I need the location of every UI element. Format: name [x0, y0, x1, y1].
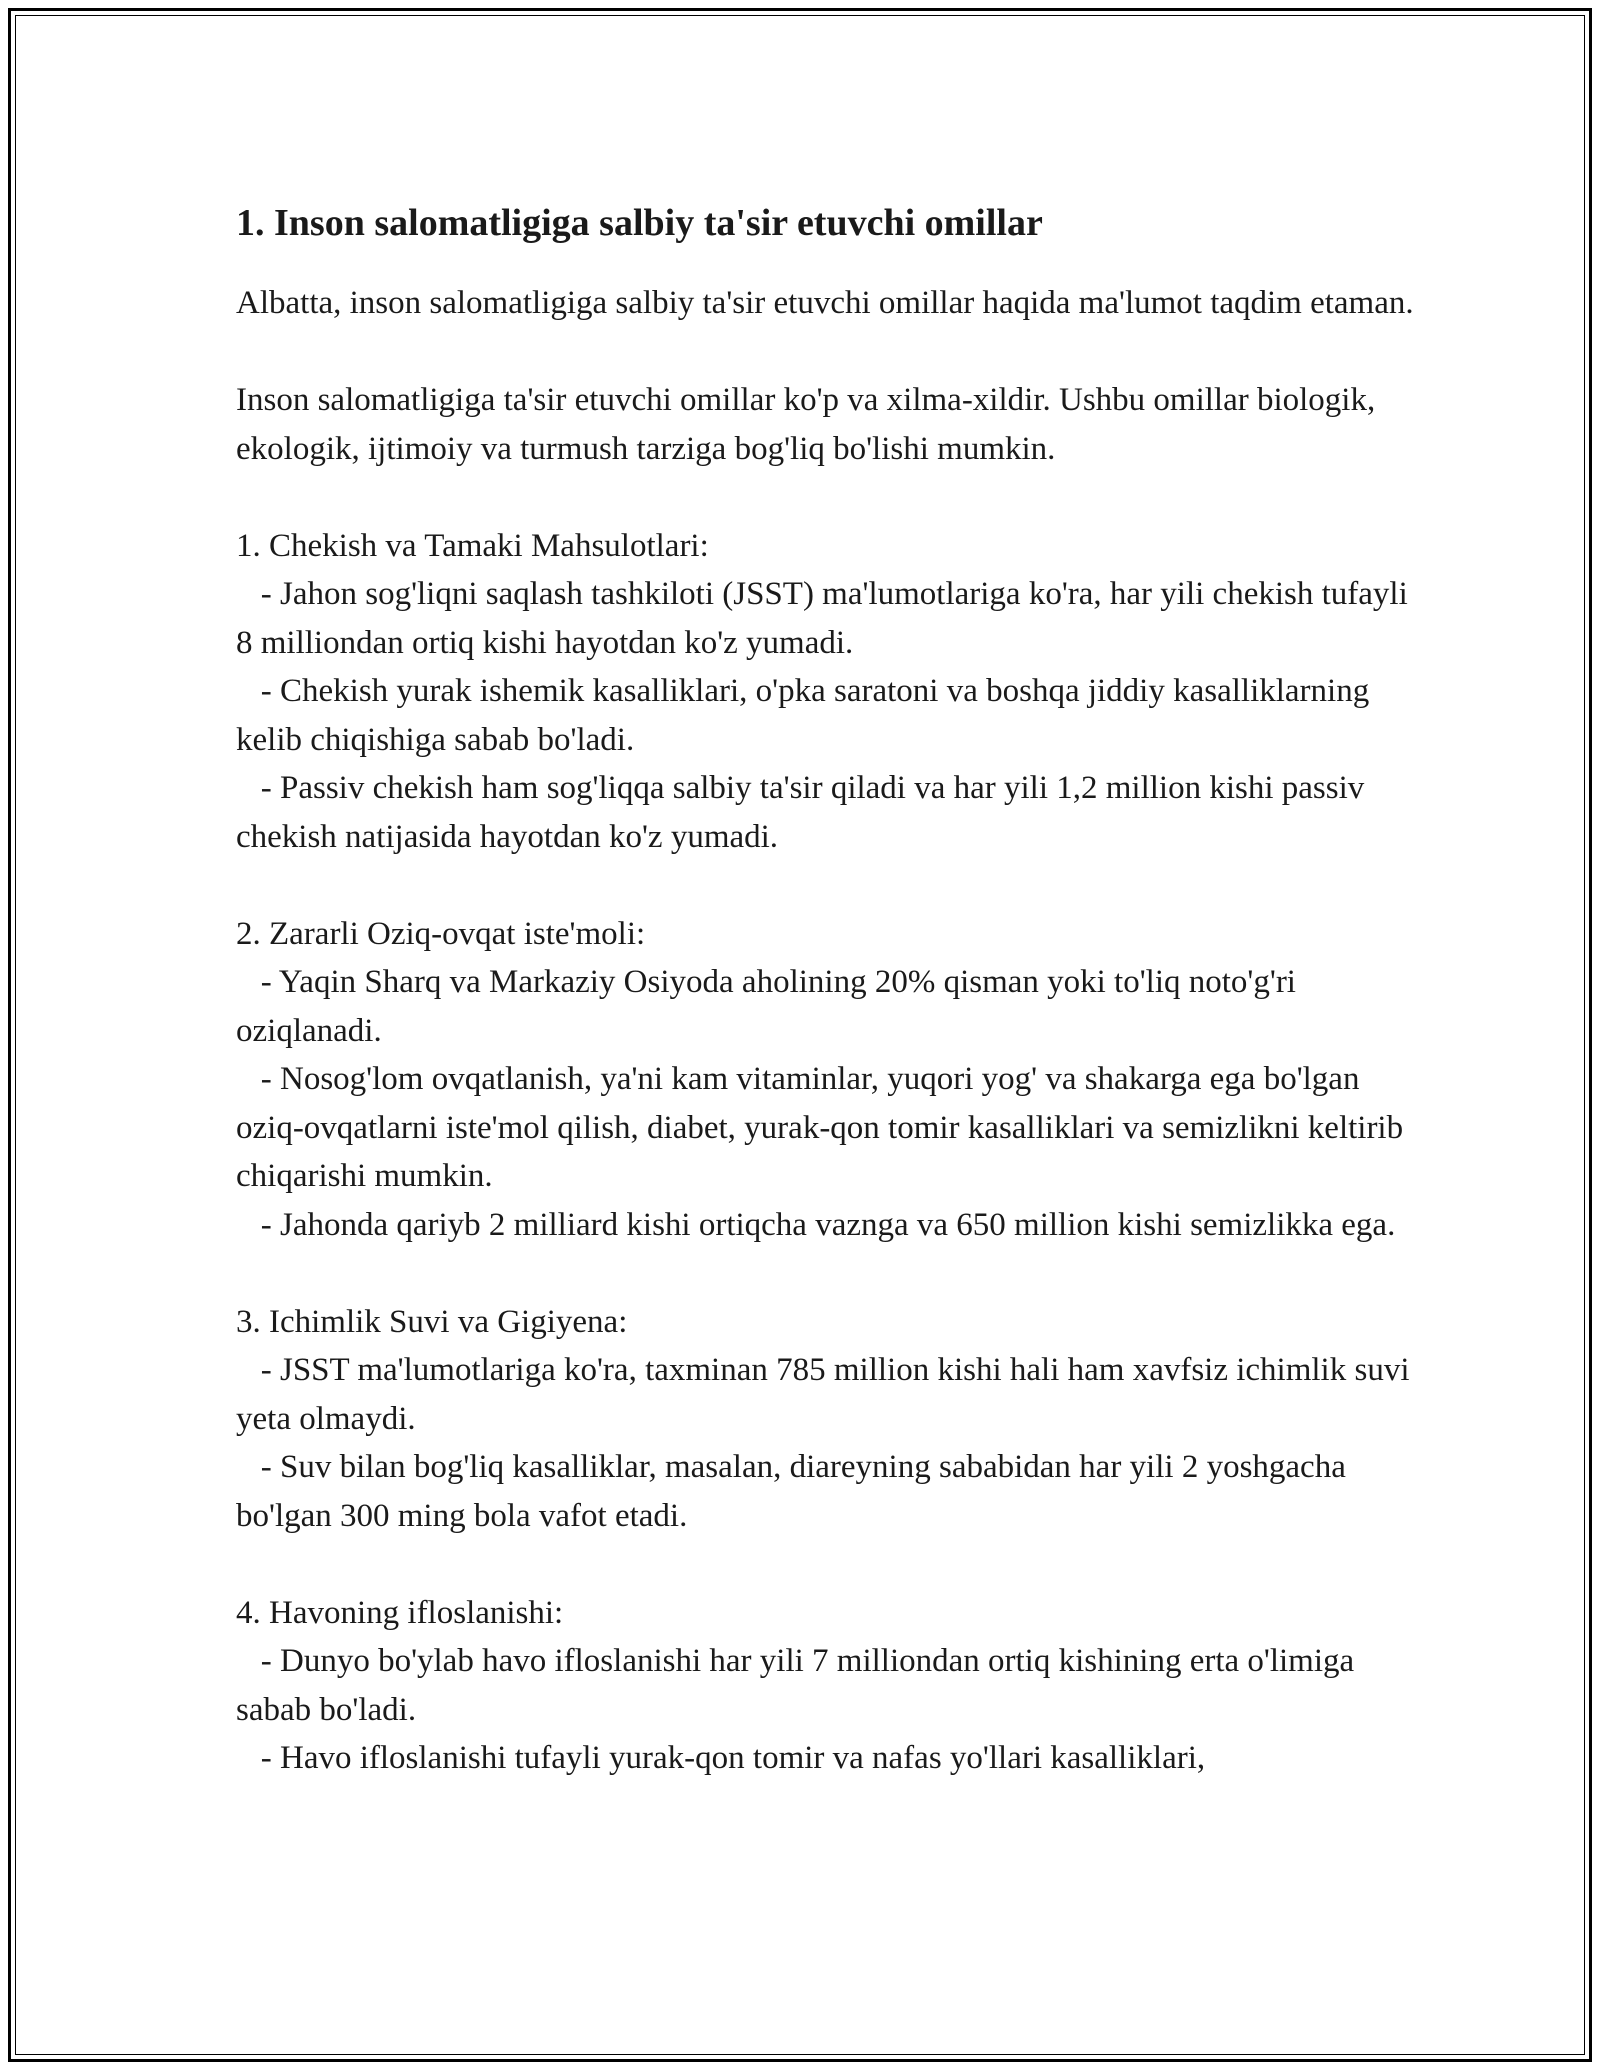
section-heading: 4. Havoning ifloslanishi: [236, 1594, 564, 1631]
list-item: - Passiv chekish ham sog'liqqa salbiy ta'sir qiladi va har yili 1,2 million kishi passiv chekish natijasida hayotdan ko'z yumadi. [236, 770, 1373, 855]
paragraph-gap [236, 328, 1416, 377]
intro-paragraph: Albatta, inson salomatligiga salbiy ta'sir etuvchi omillar haqida ma'lumot taqdim etaman. [236, 285, 1414, 321]
list-item: - Suv bilan bog'liq kasalliklar, masalan, diareyning sababidan har yili 2 yoshgacha bo'lgan 300 ming bola vafot etadi. [236, 1449, 1355, 1534]
section-air [236, 1589, 1416, 1783]
paragraph-gap [236, 861, 1416, 910]
paragraph-gap [236, 1540, 1416, 1589]
document-title: 1. Inson salomatligiga salbiy ta'sir etuvchi omillar [236, 202, 1043, 244]
list-item: - Dunyo bo'ylab havo ifloslanishi har yili 7 milliondan ortiq kishining erta o'limiga sabab bo'ladi. [236, 1643, 1363, 1728]
list-item: - Havo ifloslanishi tufayli yurak-qon tomir va nafas yo'llari kasalliklari, [236, 1740, 1206, 1776]
section-water [236, 1298, 1416, 1541]
section-heading: 1. Chekish va Tamaki Mahsulotlari: [236, 527, 709, 564]
paragraph-gap [236, 1249, 1416, 1298]
list-item: - Nosog'lom ovqatlanish, ya'ni kam vitaminlar, yuqori yog' va shakarga ega bo'lgan oziq-ovqatlarni iste'mol qilish, diabet, yurak-qon tomir kasalliklari va semizlikni keltirib chiqarishi mumkin. [236, 1061, 1412, 1194]
section-food [236, 910, 1416, 1250]
paragraph-gap [236, 473, 1416, 522]
section-heading: 2. Zararli Oziq-ovqat iste'moli: [236, 915, 646, 952]
document-body [236, 191, 1416, 1783]
list-item: - Yaqin Sharq va Markaziy Osiyoda aholining 20% qisman yoki to'liq noto'g'ri oziqlanadi. [236, 964, 1305, 1049]
list-item: - Jahon sog'liqni saqlash tashkiloti (JSST) ma'lumotlariga ko'ra, har yili chekish tufayli 8 milliondan ortiq kishi hayotdan ko'z yumadi. [236, 576, 1416, 661]
page-frame [8, 8, 1592, 2062]
list-item: - Jahonda qariyb 2 milliard kishi ortiqcha vaznga va 650 million kishi semizlikka ega. [236, 1206, 1396, 1243]
section-smoking [236, 522, 1416, 862]
list-item: - JSST ma'lumotlariga ko'ra, taxminan 785 million kishi hali ham xavfsiz ichimlik suvi yeta olmaydi. [236, 1352, 1418, 1437]
overview-paragraph: Inson salomatligiga ta'sir etuvchi omillar ko'p va xilma-xildir. Ushbu omillar biologik, ekologik, ijtimoiy va turmush tarziga bog'liq bo'lishi mumkin. [236, 382, 1384, 467]
list-item: - Chekish yurak ishemik kasalliklari, o'pka saratoni va boshqa jiddiy kasalliklarning kelib chiqishiga sabab bo'ladi. [236, 673, 1378, 758]
section-heading: 3. Ichimlik Suvi va Gigiyena: [236, 1303, 628, 1340]
